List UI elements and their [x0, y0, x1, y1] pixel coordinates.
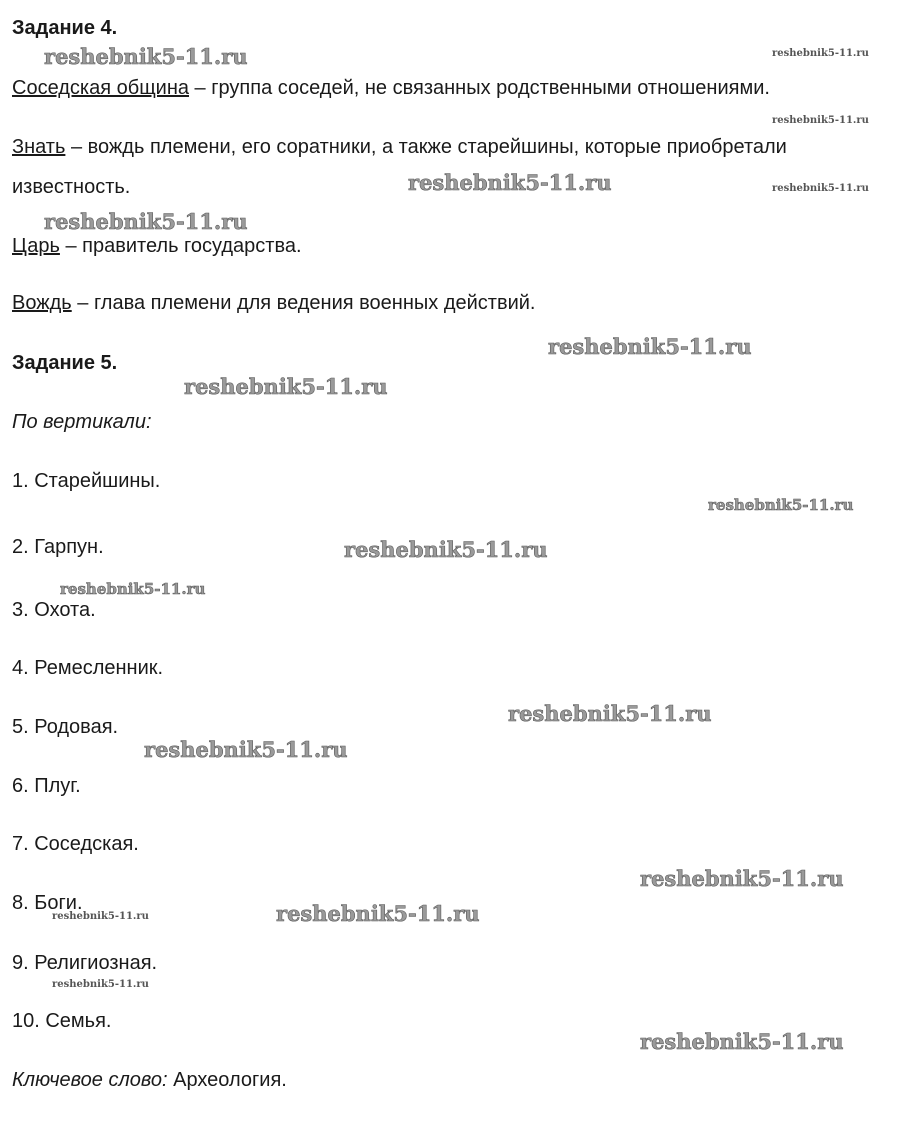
watermark: reshebnik5-11.ru [276, 901, 480, 926]
answer-2: 2. Гарпун. [12, 536, 104, 558]
watermark: reshebnik5-11.ru [52, 979, 149, 990]
answer-5: 5. Родовая. [12, 716, 119, 738]
definition-znat [12, 135, 787, 159]
definition-soseskaya-obschina [12, 76, 770, 100]
watermark: reshebnik5-11.ru [52, 911, 149, 922]
answer-8: 8. Боги. [12, 892, 83, 914]
definition-vozhd [12, 291, 535, 315]
keyword-value: Археология. [167, 1069, 287, 1091]
keyword-line [12, 1068, 287, 1092]
watermark: reshebnik5-11.ru [640, 866, 844, 891]
watermark: reshebnik5-11.ru [508, 701, 712, 726]
watermark: reshebnik5-11.ru [44, 44, 248, 69]
definition-text: – правитель государства. [59, 235, 302, 257]
watermark: reshebnik5-11.ru [60, 580, 206, 598]
term: Царь [12, 235, 60, 257]
task4-heading: Задание 4. [12, 17, 118, 39]
answer-1: 1. Старейшины. [12, 470, 161, 492]
watermark: reshebnik5-11.ru [144, 737, 348, 762]
definition-znat-continuation: известность. [12, 176, 131, 198]
keyword-label: Ключевое слово: [12, 1069, 168, 1091]
vertical-subheading: По вертикали: [12, 411, 152, 433]
watermark: reshebnik5-11.ru [548, 334, 752, 359]
term: Знать [12, 136, 66, 158]
watermark: reshebnik5-11.ru [708, 496, 854, 514]
watermark: reshebnik5-11.ru [44, 209, 248, 234]
definition-text: – группа соседей, не связанных родственными отношениями. [189, 77, 770, 99]
answer-7: 7. Соседская. [12, 833, 139, 855]
definition-tsar [12, 234, 302, 258]
answer-4: 4. Ремесленник. [12, 657, 164, 679]
watermark: reshebnik5-11.ru [640, 1029, 844, 1054]
answer-3: 3. Охота. [12, 599, 96, 621]
watermark: reshebnik5-11.ru [184, 374, 388, 399]
watermark: reshebnik5-11.ru [772, 115, 869, 126]
watermark: reshebnik5-11.ru [772, 183, 869, 194]
watermark: reshebnik5-11.ru [408, 170, 612, 195]
definition-text: – вождь племени, его соратники, а также старейшины, которые приобретали [65, 136, 787, 158]
definition-text: – глава племени для ведения военных действий. [71, 292, 536, 314]
term: Соседская община [12, 77, 189, 99]
answer-9: 9. Религиозная. [12, 952, 158, 974]
answer-10: 10. Семья. [12, 1010, 112, 1032]
task5-heading: Задание 5. [12, 352, 118, 374]
term: Вождь [12, 292, 72, 314]
watermark: reshebnik5-11.ru [772, 48, 869, 59]
answer-6: 6. Плуг. [12, 775, 81, 797]
watermark: reshebnik5-11.ru [344, 537, 548, 562]
